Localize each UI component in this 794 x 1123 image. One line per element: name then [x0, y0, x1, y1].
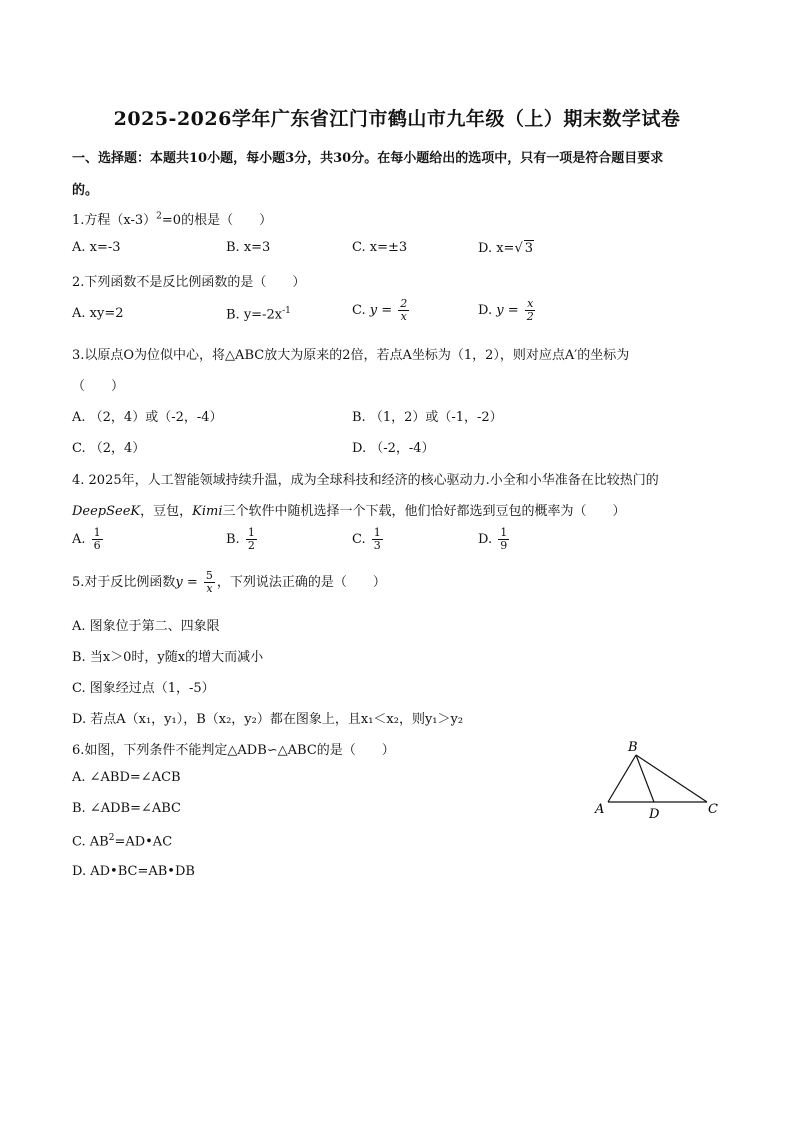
segment-bc	[636, 755, 707, 802]
question-1-stem: 1.方程$(x-3)^2=0$的根是（ ）	[72, 211, 273, 228]
q4-option-d: D. $\frac{1}{9}$	[478, 526, 508, 552]
question-3-stem: 3.以原点O为位似中心，将△ABC放大为原来的2倍，若点A坐标为（1，2），则对应点A′的坐标为	[72, 348, 630, 363]
label-c: C	[708, 802, 718, 817]
q6-option-a: A. ∠ABD=∠ACB	[72, 770, 181, 785]
q1-option-b: B. x=3	[226, 240, 271, 255]
q3-option-b: B. （1，2）或（-1，-2）	[352, 410, 503, 425]
q5-option-c: C. 图象经过点（1，-5）	[72, 681, 215, 696]
label-b: B	[628, 740, 638, 755]
q3-option-a: A. （2，4）或（-2，-4）	[72, 410, 223, 425]
exam-title: 2025-2026学年广东省江门市鹤山市九年级（上）期末数学试卷	[113, 108, 681, 130]
q6-option-d: D. AD•BC=AB•DB	[72, 864, 195, 879]
question-6-stem: 6.如图，下列条件不能判定△ADB∽△ABC的是（ ）	[72, 743, 395, 758]
q1-option-d: D. x=√ 3	[478, 241, 534, 256]
q2-option-b: B. $y=-2x^{-1}$	[226, 306, 291, 323]
q3-option-d: D. （-2，-4）	[352, 441, 435, 456]
q1-option-a: A. x=-3	[72, 240, 121, 255]
label-d: D	[649, 807, 660, 822]
q5-option-a: A. 图象位于第二、四象限	[72, 619, 220, 634]
q4-option-c: C. $\frac{1}{3}$	[352, 526, 381, 552]
label-a: A	[595, 802, 605, 817]
section-header: 一、选择题：本题共10小题，每小题3分，共30分。在每小题给出的选项中，只有一项是符合题目要求	[72, 151, 664, 166]
question-4-stem-cont: DeepSeeK，豆包，Kimi三个软件中随机选择一个下载，他们恰好都选到豆包的概率为（ ）	[72, 504, 626, 519]
q6-option-b: B. ∠ADB=∠ABC	[72, 801, 181, 816]
q2-option-a: A. xy=2	[72, 306, 124, 321]
question-4-stem: 4. 2025年，人工智能领域持续升温，成为全球科技和经济的核心驱动力.小全和小华准备在比较热门的	[72, 473, 659, 488]
segment-ab	[608, 755, 636, 802]
q2-option-d: D. y = $\frac{x}{2}$	[478, 297, 534, 323]
question-5-stem: 5.对于反比例函数y = $\frac{5}{x}$ ，下列说法正确的是（ ）	[72, 569, 386, 595]
question-3-stem-cont: （ ）	[72, 379, 125, 394]
section-header-cont: 的。	[72, 183, 99, 198]
q4-option-a: A. $\frac{1}{6}$	[72, 526, 101, 552]
q4-option-b: B. $\frac{1}{2}$	[226, 526, 255, 552]
triangle-figure	[590, 735, 730, 825]
q5-option-b: B. 当x＞0时，y随x的增大而减小	[72, 650, 264, 665]
q1-option-c: C. x=±3	[352, 240, 408, 255]
question-2-stem: 2.下列函数不是反比例函数的是（ ）	[72, 275, 306, 290]
q3-option-c: C. （2，4）	[72, 441, 146, 456]
q5-option-d: D. 若点A（x₁，y₁），B（x₂，y₂）都在图象上，且x₁＜x₂，则y₁＞y₂	[72, 712, 464, 727]
q2-option-c: C. y = $\frac{2}{x}$	[352, 297, 408, 323]
segment-bd	[636, 755, 654, 802]
q6-option-c: C. $AB^2=AD•AC$	[72, 833, 173, 850]
